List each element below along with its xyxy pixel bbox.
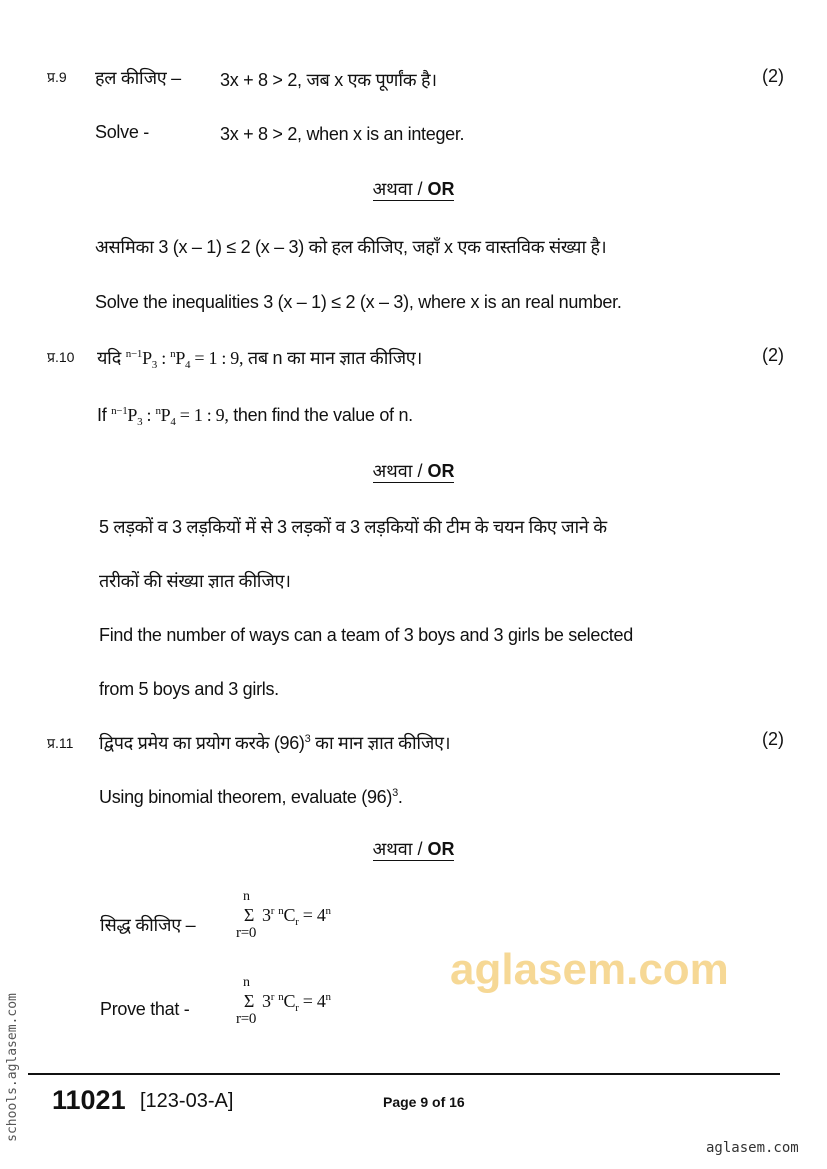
or-divider: अथवा / OR	[372, 839, 455, 859]
summation-symbol: n Σ r=0	[236, 975, 257, 1027]
q11-alt-hi-label: सिद्ध कीजिए –	[100, 915, 196, 935]
q10-alt-en-1: Find the number of ways can a team of 3 boys and 3 girls be selected	[99, 625, 633, 645]
q9-hi-text: 3x + 8 > 2, जब x एक पूर्णांक है।	[220, 70, 437, 90]
q9-hi-label: हल कीजिए –	[95, 68, 181, 88]
watermark: aglasem.com	[450, 945, 729, 994]
q10-en: If $^{n-1}P_3$ : $^nP_4 = 1$ : 9, then find the value of n.	[97, 405, 413, 428]
q11-alt-en-formula: n Σ r=0 3$^r$ $^nC_r = 4^n$	[236, 975, 331, 1027]
brand-url: aglasem.com	[706, 1140, 799, 1156]
summation-symbol: n Σ r=0	[236, 889, 257, 941]
q9-en-text: 3x + 8 > 2, when x is an integer.	[220, 124, 465, 144]
question-number: प्र.11	[47, 735, 74, 751]
question-number: प्र.9	[47, 69, 67, 85]
q10-alt-en-2: from 5 boys and 3 girls.	[99, 679, 279, 699]
q9-alt-en: Solve the inequalities 3 (x – 1) ≤ 2 (x – 3), where x is an real number.	[95, 292, 622, 312]
q9-en-label: Solve -	[95, 122, 149, 142]
footer-divider	[28, 1073, 780, 1075]
q11-alt-hi-formula: n Σ r=0 3$^r$ $^nC_r = 4^n$	[236, 889, 331, 941]
paper-code: 11021	[52, 1085, 126, 1115]
question-number: प्र.10	[47, 349, 75, 365]
page-number: Page 9 of 16	[383, 1094, 465, 1110]
q11-alt-en-label: Prove that -	[100, 999, 190, 1019]
or-divider: अथवा / OR	[372, 179, 455, 199]
q11-hi: द्विपद प्रमेय का प्रयोग करके $(96)^3$ का मान ज्ञात कीजिए।	[99, 733, 451, 753]
or-divider: अथवा / OR	[372, 461, 455, 481]
q10-hi: यदि $^{n-1}P_3$ : $^nP_4 = 1$ : 9, तब n का मान ज्ञात कीजिए।	[97, 348, 422, 371]
marks: (2)	[762, 345, 784, 365]
q9-alt-hi: असमिका 3 (x – 1) ≤ 2 (x – 3) को हल कीजिए, जहाँ x एक वास्तविक संख्या है।	[95, 237, 607, 257]
marks: (2)	[762, 66, 784, 86]
marks: (2)	[762, 729, 784, 749]
side-url: schools.aglasem.com	[4, 993, 20, 1142]
q11-en: Using binomial theorem, evaluate $(96)^3$.	[99, 787, 403, 807]
q10-alt-hi-1: 5 लड़कों व 3 लड़कियों में से 3 लड़कों व 3 लड़कियों की टीम के चयन किए जाने के	[99, 517, 607, 537]
paper-series: [123-03-A]	[140, 1090, 234, 1112]
q10-alt-hi-2: तरीकों की संख्या ज्ञात कीजिए।	[99, 571, 291, 591]
